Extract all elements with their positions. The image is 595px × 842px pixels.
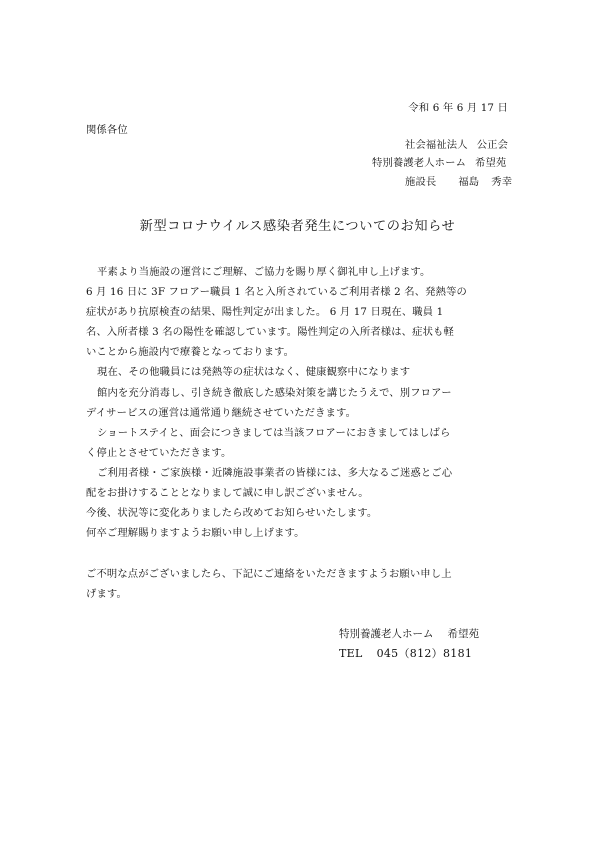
body-line: 配をお掛けすることとなりまして誠に申し訳ございません。	[86, 487, 369, 499]
sender-corporation	[405, 138, 508, 152]
body-line: ご利用者様・ご家族様・近隣施設事業者の皆様には、多大なるご迷惑とご心	[97, 467, 453, 479]
body-line: 現在、その他職員には発熱等の症状はなく、健康観察中になります	[97, 366, 411, 378]
document-date: 令和 6 年 6 月 17 日	[408, 102, 508, 114]
sender-family-name: 福島	[458, 176, 480, 188]
phone-label: TEL	[339, 647, 363, 660]
body-line: 館内を充分消毒し、引き続き徹底した感染対策を講じたうえで、別フロアー	[97, 387, 452, 399]
sender-director	[405, 175, 512, 189]
sender-corp-name: 公正会	[476, 139, 509, 151]
addressee: 関係各位	[86, 124, 128, 136]
body-line: いことから施設内で療養となっております。	[86, 346, 295, 358]
body-line: 症状があり抗原検査の結果、陽性判定が出ました。 6 月 17 日現在、職員 1	[86, 306, 444, 318]
sender-given-name: 秀幸	[491, 176, 513, 188]
contact-line: げます。	[86, 588, 127, 600]
contact-line: ご不明な点がございましたら、下記にご連絡をいただきますようお願い申し上	[86, 568, 452, 580]
signature-facility-label: 特別養護老人ホーム	[339, 628, 434, 640]
body-line: 今後、状況等に変化ありましたら改めてお知らせいたします。	[86, 507, 378, 519]
sender-role: 施設長	[405, 176, 437, 188]
body-line: く停止とさせていただきます。	[86, 447, 232, 459]
sender-facility-label: 特別養護老人ホーム	[372, 157, 467, 169]
body-line: 6 月 16 日に 3F フロアー職員 1 名と入所されているご利用者様 2 名、発熱等の	[86, 286, 467, 298]
sender-facility	[372, 156, 506, 170]
phone-number: 045（812）8181	[376, 647, 473, 660]
notice-title: 新型コロナウイルス感染者発生についてのお知らせ	[139, 219, 456, 234]
sender-corp-label: 社会福祉法人	[405, 139, 468, 151]
signature-phone	[339, 647, 472, 661]
body-line: 何卒ご理解賜りますようお願い申し上げます。	[86, 527, 305, 539]
body-line: 名、入所者様 3 名の陽性を確認しています。陽性判定の入所者様は、症状も軽	[86, 326, 454, 338]
body-line: デイサービスの運営は通常通り継続させていただきます。	[86, 407, 357, 419]
body-line: ショートステイと、面会につきましては当該フロアーにおきましてはしばら	[97, 427, 451, 439]
signature-facility-name: 希望苑	[447, 628, 479, 640]
signature-facility	[339, 627, 479, 641]
sender-facility-name: 希望苑	[475, 157, 507, 169]
body-line: 平素より当施設の運営にご理解、ご協力を賜り厚く御礼申し上げます。	[97, 266, 431, 278]
